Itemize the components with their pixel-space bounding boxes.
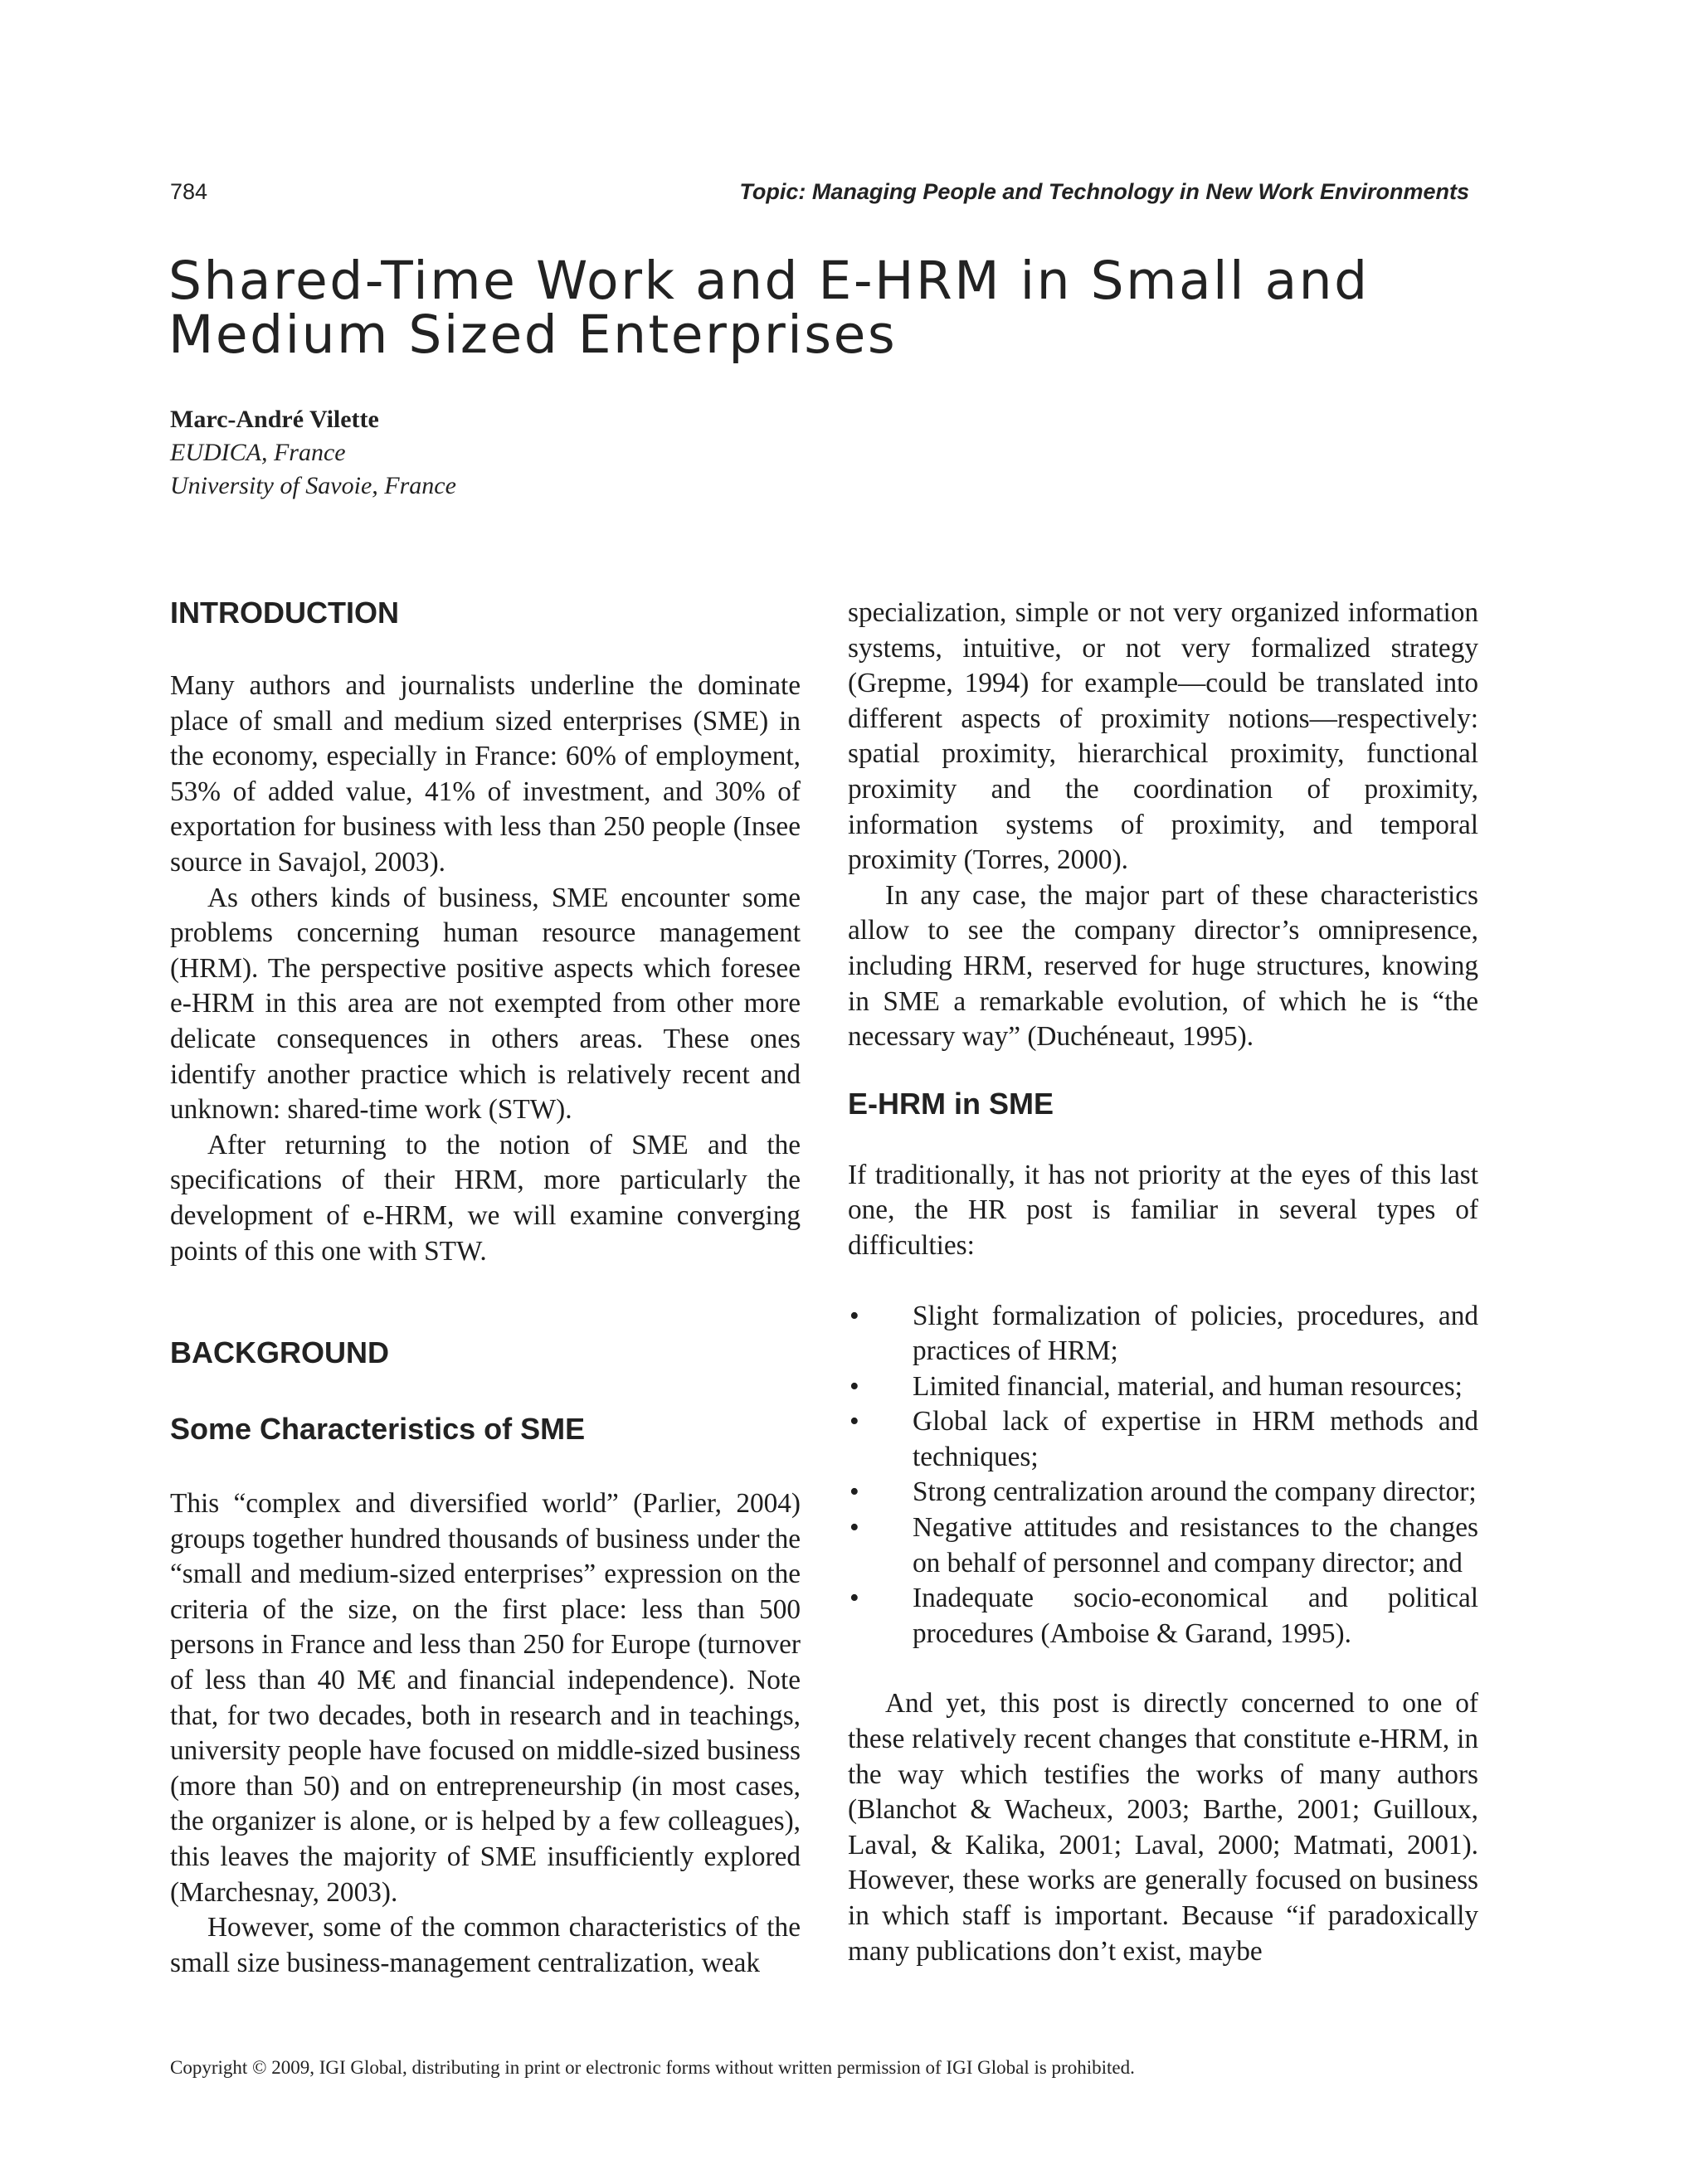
continued-paragraph-2: In any case, the major part of these characteristics allow to see the company director’s omnipresence, including HRM, reserved for huge structures, knowing in SME a remarkable evolution, of which he is “the necessary way” (Duchéneaut, 1995). — [848, 879, 1478, 1053]
continued-paragraph-1: specialization, simple or not very organized information systems, intuitive, or not very formalized strategy (Grepme, 1994) for example—could be translated into different aspects of proximity notions—respectively: spatial proximity, hierarchical proximity, functional proximity and the coordination of proximity, information systems of proximity, and temporal proximity (Torres, 2000). — [848, 597, 1478, 876]
section-heading-background: BACKGROUND — [170, 1335, 389, 1370]
author-name: Marc-André Vilette — [170, 406, 379, 433]
author-block — [170, 403, 456, 503]
ehrm-paragraph-1: If traditionally, it has not priority at the eyes of this last one, the HR post is familiar in several types of difficulties: — [848, 1159, 1478, 1261]
list-item: • Slight formalization of policies, procedures, and practices of HRM; — [848, 1299, 1478, 1369]
background-paragraph-1: This “complex and diversified world” (Parlier, 2004) groups together hundred thousands of business under the “small and medium-sized enterprises” expression on the criteria of the size, on the first place: less than 500 persons in France and less than 250 for Europe (turnover of less than 40 M€ and financial independence). Note that, for two decades, both in research and in teachings, university people have focused on middle-sized business (more than 50) and on entrepreneurship (in most cases, the organizer is alone, or is helped by a few colleagues), this leaves the majority of SME insufficiently explored (Marchesnay, 2003). — [170, 1488, 801, 1908]
copyright-footer: Copyright © 2009, IGI Global, distributing in print or electronic forms without written permission of IGI Global is prohibited. — [170, 2057, 1135, 2078]
article-title — [168, 251, 1537, 365]
left-column — [170, 596, 801, 1981]
page-number: 784 — [170, 179, 208, 204]
section-heading-ehrm: E-HRM in SME — [848, 1086, 1054, 1121]
article-title-line-2: Medium Sized Enterprises — [168, 304, 898, 365]
list-item: • Limited financial, material, and human resources; — [848, 1369, 1478, 1405]
ehrm-paragraph-2: And yet, this post is directly concerned to one of these relatively recent changes that constitute e-HRM, in the way which testifies the works of many authors (Blanchot & Wacheux, 2003; Barthe, 2001; Guilloux, Laval, & Kalika, 2001; Laval, 2000; Matmati, 2001). However, these works are generally focused on business in which staff is important. Because “if paradoxically many publications don’t exist, maybe — [848, 1688, 1478, 1967]
running-header-topic: Topic: Managing People and Technology in New Work Environments — [739, 179, 1469, 204]
list-item: • Negative attitudes and resistances to the changes on behalf of personnel and company director; and — [848, 1510, 1478, 1581]
intro-paragraph-2: As others kinds of business, SME encounter some problems concerning human resource management (HRM). The perspective positive aspects which foresee e-HRM in this area are not exempted from other more delicate consequences in others areas. These ones identify another practice which is relatively recent and unknown: shared-time work (STW). — [170, 882, 801, 1126]
list-item: • Inadequate socio-economical and political procedures (Amboise & Garand, 1995). — [848, 1581, 1478, 1651]
intro-paragraph-1: Many authors and journalists underline the dominate place of small and medium sized enterprises (SME) in the economy, especially in France: 60% of employment, 53% of added value, 41% of investment, and 30% of exportation for business with less than 250 people (Insee source in Savajol, 2003). — [170, 670, 801, 878]
list-item: • Global lack of expertise in HRM methods and techniques; — [848, 1404, 1478, 1475]
difficulties-list — [848, 1299, 1478, 1652]
section-heading-introduction: INTRODUCTION — [170, 596, 399, 630]
article-title-line-1: Shared-Time Work and E-HRM in Small and — [168, 251, 1370, 311]
list-item: • Strong centralization around the company director; — [848, 1475, 1478, 1510]
author-affiliation-1: EUDICA, France — [170, 439, 346, 466]
intro-paragraph-3: After returning to the notion of SME and the specifications of their HRM, more particularly the development of e-HRM, we will examine converging points of this one with STW. — [170, 1129, 801, 1267]
subsection-heading-sme: Some Characteristics of SME — [170, 1412, 586, 1447]
right-column — [848, 596, 1478, 1969]
author-affiliation-2: University of Savoie, France — [170, 472, 456, 499]
background-paragraph-2: However, some of the common characteristics of the small size business-management centralization, weak — [170, 1912, 801, 1978]
